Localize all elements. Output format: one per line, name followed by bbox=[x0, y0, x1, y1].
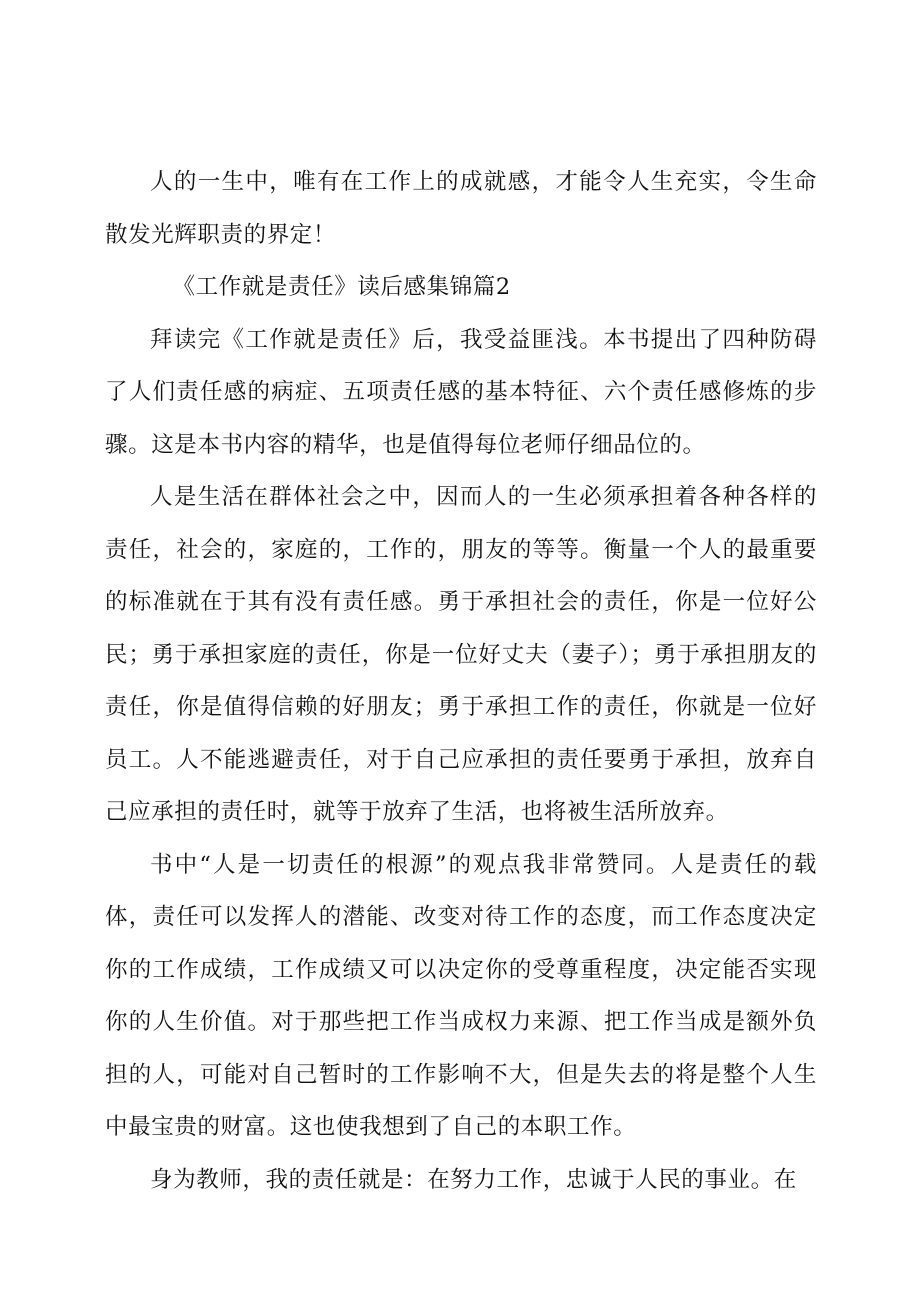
document-body bbox=[105, 156, 817, 1206]
section-heading: 《工作就是责任》读后感集锦篇2 bbox=[172, 274, 511, 300]
paragraph-1: 人的一生中，唯有在工作上的成就感，才能令人生充实，令生命散发光辉职责的界定！ bbox=[105, 169, 817, 248]
paragraph-5: 身为教师，我的责任就是：在努力工作，忠诚于人民的事业。在 bbox=[150, 1166, 797, 1193]
paragraph-3: 人是生活在群体社会之中，因而人的一生必须承担着各种各样的责任，社会的，家庭的，工作的，朋友的等等。衡量一个人的最重要的标准就在于其有没有责任感。勇于承担社会的责任，你是一位好公民；勇于承担家庭的责任，你是一位好丈夫（妻子）；勇于承担朋友的责任，你是值得信赖的好朋友；勇于承担工作的责任，你就是一位好员工。人不能逃避责任，对于自己应承担的责任要勇于承担，放弃自己应承担的责任时，就等于放弃了生活，也将被生活所放弃。 bbox=[105, 484, 817, 825]
paragraph-4: 书中“人是一切责任的根源”的观点我非常赞同。人是责任的载体，责任可以发挥人的潜能、改变对待工作的态度，而工作态度决定你的工作成绩，工作成绩又可以决定你的受尊重程度，决定能否实现你的人生价值。对于那些把工作当成权力来源、把工作当成是额外负担的人，可能对自己暂时的工作影响不大，但是失去的将是整个人生中最宝贵的财富。这也使我想到了自己的本职工作。 bbox=[105, 851, 817, 1140]
paragraph-2: 拜读完《工作就是责任》后，我受益匪浅。本书提出了四种防碍了人们责任感的病症、五项责任感的基本特征、六个责任感修炼的步骤。这是本书内容的精华，也是值得每位老师仔细品位的。 bbox=[105, 326, 817, 458]
